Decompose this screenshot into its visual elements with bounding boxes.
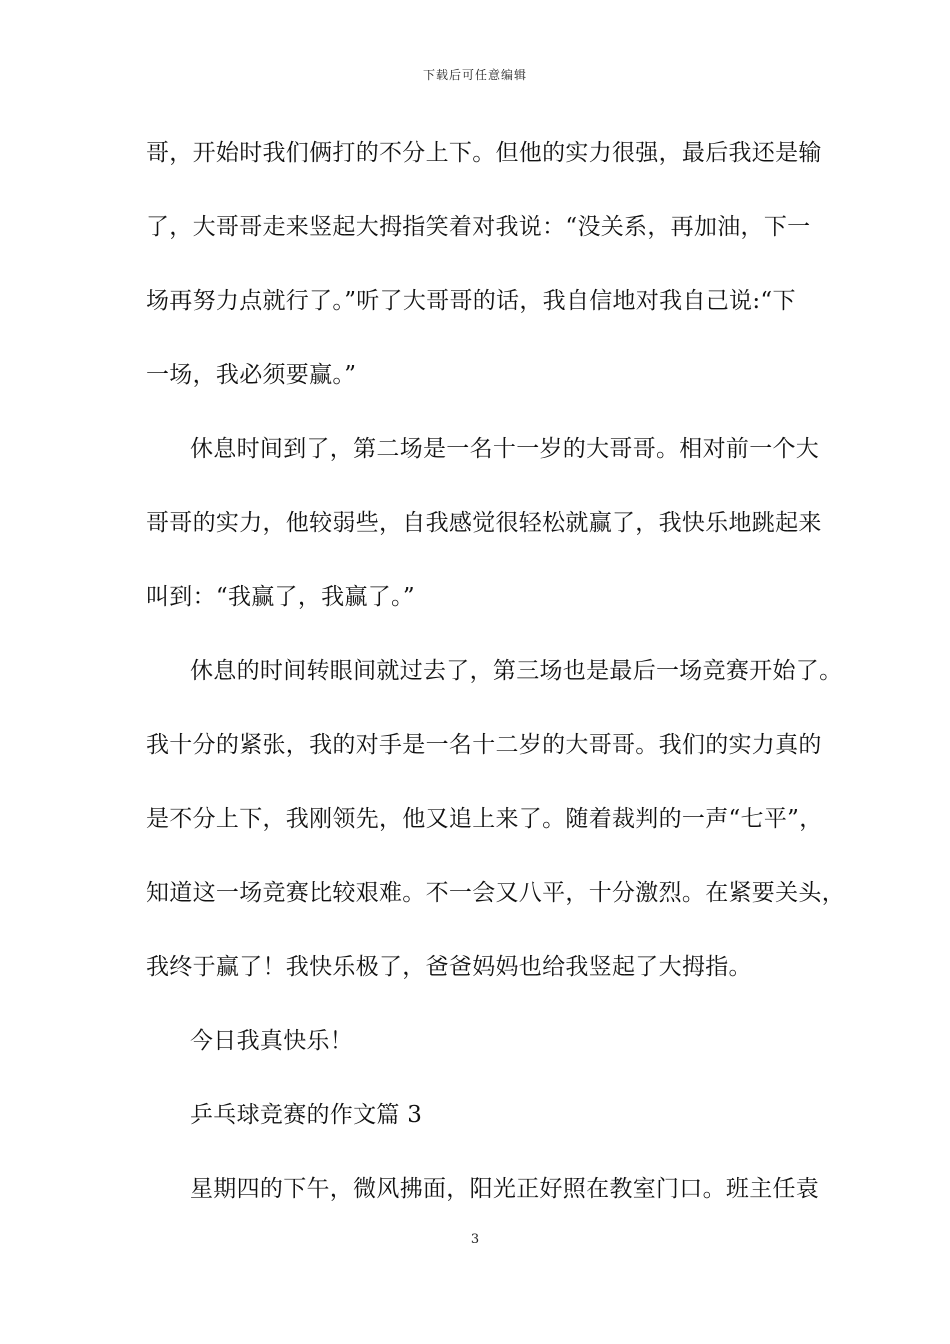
text-line-4: 一场，我必须要赢。” bbox=[146, 362, 357, 388]
text-line-7: 叫到：“我赢了，我赢了。” bbox=[146, 584, 415, 610]
text-line-1: 哥，开始时我们俩打的不分上下。但他的实力很强，最后我还是输 bbox=[146, 140, 822, 166]
text-line-11: 知道这一场竞赛比较艰难。不一会又八平，十分激烈。在紧要关头， bbox=[146, 880, 845, 906]
text-line-2: 了，大哥哥走来竖起大拇指笑着对我说：“没关系，再加油，下一 bbox=[146, 214, 811, 240]
text-line-15: 星期四的下午，微风拂面，阳光正好照在教室门口。班主任袁 bbox=[190, 1176, 820, 1202]
text-line-6: 哥哥的实力，他较弱些，自我感觉很轻松就赢了，我快乐地跳起来 bbox=[146, 510, 822, 536]
page-header: 下载后可任意编辑 bbox=[422, 68, 527, 82]
text-line-13: 今日我真快乐！ bbox=[190, 1028, 354, 1054]
text-line-5: 休息时间到了，第二场是一名十一岁的大哥哥。相对前一个大 bbox=[190, 436, 820, 462]
text-line-10: 是不分上下，我刚领先，他又追上来了。随着裁判的一声“七平”， bbox=[146, 806, 823, 832]
text-line-9: 我十分的紧张，我的对手是一名十二岁的大哥哥。我们的实力真的 bbox=[146, 732, 822, 758]
text-line-8: 休息的时间转眼间就过去了，第三场也是最后一场竞赛开始了。 bbox=[190, 658, 843, 684]
text-line-3: 场再努力点就行了。”听了大哥哥的话，我自信地对我自己说:“下 bbox=[146, 288, 796, 314]
section-title: 乒乓球竞赛的作文篇 3 bbox=[190, 1102, 423, 1128]
page-number: 3 bbox=[470, 1232, 480, 1247]
text-line-12: 我终于赢了！我快乐极了，爸爸妈妈也给我竖起了大拇指。 bbox=[146, 954, 752, 980]
